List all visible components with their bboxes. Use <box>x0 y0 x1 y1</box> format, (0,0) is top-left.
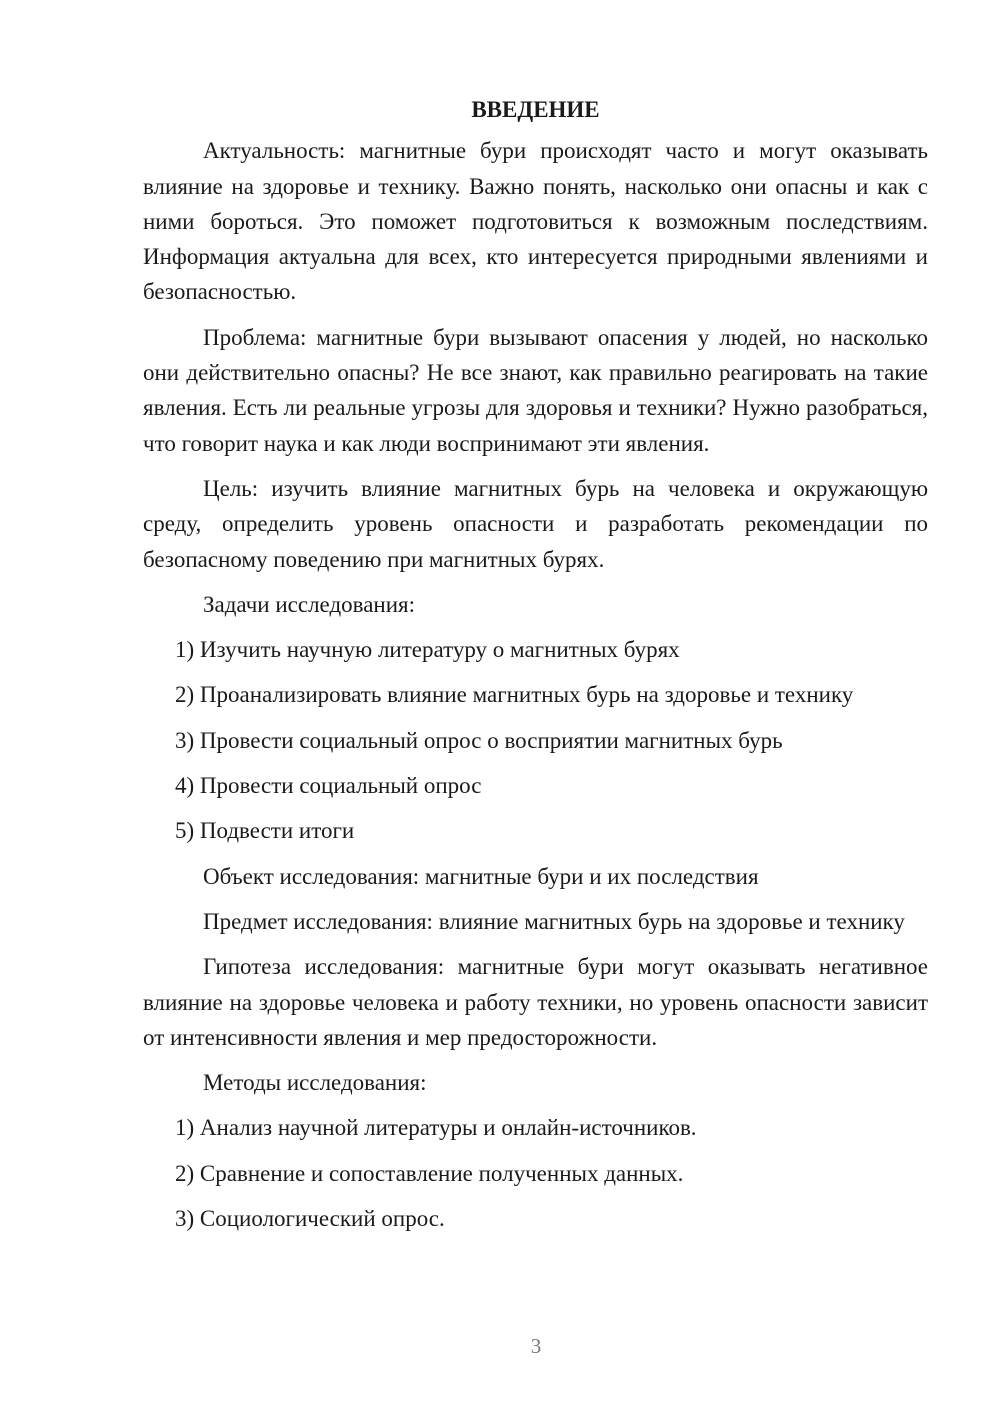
method-item: 2) Сравнение и сопоставление полученных данных. <box>175 1160 684 1186</box>
method-item: 1) Анализ научной литературы и онлайн-источников. <box>175 1115 697 1141</box>
object-paragraph: Объект исследования: магнитные бури и их последствия <box>203 863 759 889</box>
relevance-paragraph: Актуальность: магнитные бури происходят часто и могут оказывать влияние на здоровье и технику. Важно понять, насколько они опасны и как с ними бороться. Это поможет подготовиться к возможным последствиям. Информация актуальна для всех, кто интересуется природными явлениями и безопасностью. <box>143 138 928 305</box>
methods-list <box>143 1110 928 1236</box>
subject-paragraph: Предмет исследования: влияние магнитных бурь на здоровье и технику <box>203 908 905 934</box>
tasks-list <box>143 632 928 848</box>
problem-paragraph: Проблема: магнитные бури вызывают опасения у людей, но насколько они действительно опасны? Не все знают, как правильно реагировать на такие явления. Есть ли реальные угрозы для здоровья и техники? Нужно разобраться, что говорит наука и как люди воспринимают эти явления. <box>143 324 928 456</box>
page-content <box>143 92 928 1246</box>
tasks-heading: Задачи исследования: <box>203 591 416 617</box>
task-item: 3) Провести социальный опрос о восприятии магнитных бурь <box>175 727 783 753</box>
task-item: 2) Проанализировать влияние магнитных бурь на здоровье и технику <box>175 682 854 708</box>
page-number: 3 <box>530 1334 542 1358</box>
task-item: 5) Подвести итоги <box>175 818 355 844</box>
method-item: 3) Социологический опрос. <box>175 1206 445 1232</box>
task-item: 1) Изучить научную литературу о магнитных бурях <box>175 637 680 663</box>
goal-paragraph: Цель: изучить влияние магнитных бурь на человека и окружающую среду, определить уровень опасности и разработать рекомендации по безопасному поведению при магнитных бурях. <box>143 475 928 572</box>
task-item: 4) Провести социальный опрос <box>175 773 482 799</box>
methods-heading: Методы исследования: <box>203 1070 427 1096</box>
hypothesis-paragraph: Гипотеза исследования: магнитные бури могут оказывать негативное влияние на здоровье человека и работу техники, но уровень опасности зависит от интенсивности явления и мер предосторожности. <box>143 954 928 1050</box>
section-title: ВВЕДЕНИЕ <box>471 97 600 122</box>
